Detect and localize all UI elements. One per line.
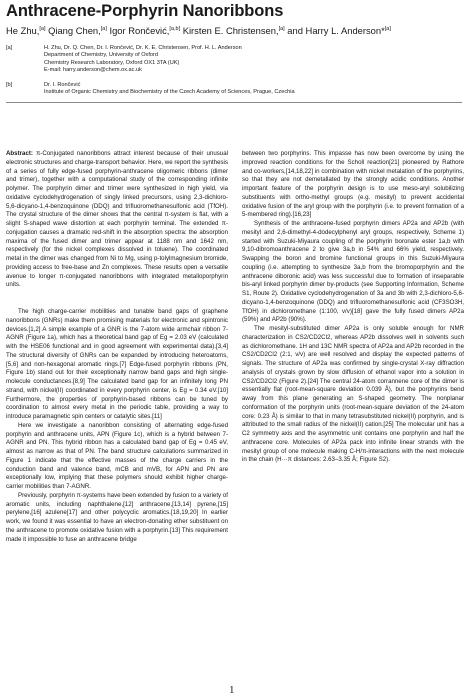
affiliation-line: H. Zhu, Dr. Q. Chen, Dr. I. Rončević, Dr. K. E. Christensen, Prof. H. L. Anderson	[44, 45, 242, 51]
abstract	[6, 150, 228, 290]
author-affiliation-mark: [a,b]	[169, 26, 181, 32]
body-paragraph: between two porphyrins. This impasse has now been overcome by using the improved reaction conditions for the Scholl reaction[21] pioneered by Rathore and co-workers,[14,18,22] in combination with nickel metalation of the porphyrins, so that they are not demetallated by the strongly acidic conditions. Another important feature of the porphyrin design is to use meso-aryl solubilizing substituents with ortho-methyl groups (e.g. mesityl) to prevent accidental oxidative fusion of the aryl group with the porphyrin (i.e. to prevent formation of a 5-membered ring).[16,23]	[242, 150, 464, 219]
author-name: He Zhu,	[6, 25, 40, 37]
body-paragraph: Here we investigate a nanoribbon consisting of alternating edge-fused porphyrin and anthracene units, APN (Figure 1c), which is a hybrid between 7-AGNR and PN. This hybrid ribbon has a calculated band gap of Eg = 0.45 eV, almost as narrow as that of PN. The band structure calculations summarized in Figure 1 indicate that the effective masses of the charge carriers in the conduction band and valence band, mCB and mVB, for APN and PN are exceptionally low, implying that these polymers should exhibit higher charge-carrier mobilities than 7-AGNR.	[6, 421, 228, 490]
author-name: Igor Rončević,	[106, 25, 170, 37]
page-number: 1	[229, 684, 235, 696]
affiliation-label: [b]	[6, 82, 13, 88]
author-name: Kirsten E. Christensen,	[180, 25, 279, 37]
affiliation-line: Dr. I. Rončević	[44, 82, 81, 88]
author-name: and Harry L. Anderson*	[284, 25, 385, 37]
abstract-label: Abstract:	[6, 150, 33, 157]
author-affiliation-mark: [a]	[384, 26, 391, 32]
author-affiliation-mark: [a]	[100, 26, 107, 32]
right-column	[242, 150, 464, 465]
affiliation-label: [a]	[6, 45, 13, 51]
author-list	[6, 23, 466, 37]
affiliation-line: Institute of Organic Chemistry and Biochemistry of the Czech Academy of Sciences, Prague, Czechia	[44, 89, 295, 96]
affiliation-line: Chemistry Research Laboratory, Oxford OX1 3TA (UK)	[44, 59, 180, 66]
abstract-text: π-Conjugated nanoribbons attract interest because of their unusual electronic structures and charge-transport behavior. Here, we report the synthesis of a series of fully edge-fused porphyrin-anthracene oligomeric ribbons (dimer and trimer), together with a computational study of the corresponding infinite polymer. The porphyrin dimer and trimer were synthesized in high yield, via oxidative cyclodehydrogenation of singly linked precursors, using 2,3-dichloro-5,6-dicyano-1,4-benzoquinone (DDQ) and trifluoromethanesulfonic acid (TfOH). The crystal structure of the dimer shows that the central π-system is flat, with a slight S-shaped wave distortion at each porphyrin terminal. The extended π-conjugation causes a dramatic red-shift in the absorption spectra: the absorption maxima of the fused dimer and trimer appear at 1188 nm and 1642 nm, respectively (for the nickel complexes dissolved in toluene). The coordinated metal in the dimer was changed from Ni to Mg, using p-tolylmagnesium bromide, providing access to free-base and Zn complexes. These results open a versatile avenue to longer π-conjugated nanoribbons with integrated metalloporphyrin units.	[6, 150, 228, 289]
author-affiliation-mark: [a]	[39, 26, 46, 32]
affiliation-line: Department of Chemistry, University of Oxford	[44, 52, 158, 59]
body-paragraph: Synthesis of the anthracene-fused porphyrin dimers AP2a and AP2b (with mesityl and 2,6-dimethyl-4-dodecylphenyl aryl groups, respectively, Scheme 1) started with Suzuki-Miyaura coupling of the porphyrin boronate ester 1a,b with 9,10-dibromoanthracene 2 to give 3a,b in 54% and 66% yield, respectively. Swapping the boron and bromine functional groups in this Suzuki-Miyaura coupling (i.e. attempting to synthesize 3a,b from the bromoporphyrin and the anthracene diboronic acid) was less successful due to formation of inseparable bis-aryl linked porphyrin dimer by-products (see Supporting Information, Scheme S1, Route 2). Oxidative cyclodehydrogenation of 3a and 3b with 2,3-dichloro-5,6-dicyano-1,4-benzoquinone (DDQ) and trifluoromethanesulfonic acid (CF3SO3H, TfOH) in dichloromethane (1:100, v/v)[18] gave the fully fused dimers AP2a (59%) and AP2b (90%).	[242, 220, 464, 324]
divider	[6, 102, 462, 103]
author-name: Qiang Chen,	[45, 25, 101, 37]
body-paragraph: The high charge-carrier mobilities and tunable band gaps of graphene nanoribbons (GNRs) make them promising materials for electronic and spintronic devices.[1,2] A simple example of a GNR is the 7-atom wide armchair ribbon 7-AGNR (Figure 1a), which has a theoretical band gap of Eg = 2.03 eV (calculated with the HSE06 functional and in good agreement with experimental data).[3,4] The structural diversity of GNRs can be expanded by introducing heteroatoms,[5,6] and non-hexagonal aromatic rings.[7] Edge-fused porphyrin ribbons (PN, Figure 1b) stand out for their exceptionally narrow band gaps and high single-molecule conductances.[8,9] The calculated band gap for an infinitely long PN strand, with nickel(II) coordinated in every porphyrin center, is Eg = 0.34 eV.[10] Furthermore, the properties of porphyrin-based ribbons can be tuned by coordination to almost every metal in the periodic table, providing a way to introduce paramagnetic spin centers or catalytic sites.[11]	[6, 308, 228, 420]
body-paragraph: Previously, porphyrin π-systems have been extended by fusion to a variety of aromatic units, including naphthalene,[12] anthracene,[13,14] pyrene,[15] perylene,[16] azulene[17] and other polycyclic aromatics.[18,19,20] In earlier work, we found it was essential to have an electron-donating ether substituent on the anthracene to promote oxidative fusion with a porphyrin.[13] This requirement made it impossible to fuse an anthracene bridge	[6, 491, 228, 543]
affiliation-email: E-mail: harry.anderson@chem.ox.ac.uk	[44, 67, 142, 74]
left-column	[6, 150, 228, 544]
author-affiliation-mark: [a]	[278, 26, 285, 32]
body-paragraph: The mesityl-substituted dimer AP2a is only soluble enough for NMR characterization in CS2/CD2Cl2, whereas AP2b dissolves well in solvents such as dichloromethane. 1H and 13C NMR spectra of AP2a and AP2b recorded in the CS2/CD2Cl2 (2:1, v/v) are well resolved and display the expected patterns of signals. The structure of AP2a was confirmed by single-crystal X-ray diffraction analysis of crystals grown by slow diffusion of ethanol vapor into a solution in CS2/CD2Cl2 (Figure 2).[24] The central 24-atom corrannene core of the dimer is essentially flat (root-mean-square deviation 0.039 Å), but the porphyrins bend away from this plane generating an S-shaped geometry. The nonplanar conformation of the porphyrin units (root-mean-square deviation of the 24-atom core: 0.23 Å) is similar to that in many tetrasubstituted nickel(II) porphyrin, and is attributed to the small radius of the nickel(II) cation.[25] The molecular unit has a C2 symmetry axis and the asymmetric unit contains one porphyrin and half the anthracene core. Molecules of AP2a pack into infinite linear strands with the mesityl group of one molecule making C-H/π-interactions with the next molecule in the chain (H···π distances: 2.63–3.35 Å; Figure S2).	[242, 325, 464, 464]
paper-title: Anthracene-Porphyrin Nanoribbons	[6, 2, 284, 20]
